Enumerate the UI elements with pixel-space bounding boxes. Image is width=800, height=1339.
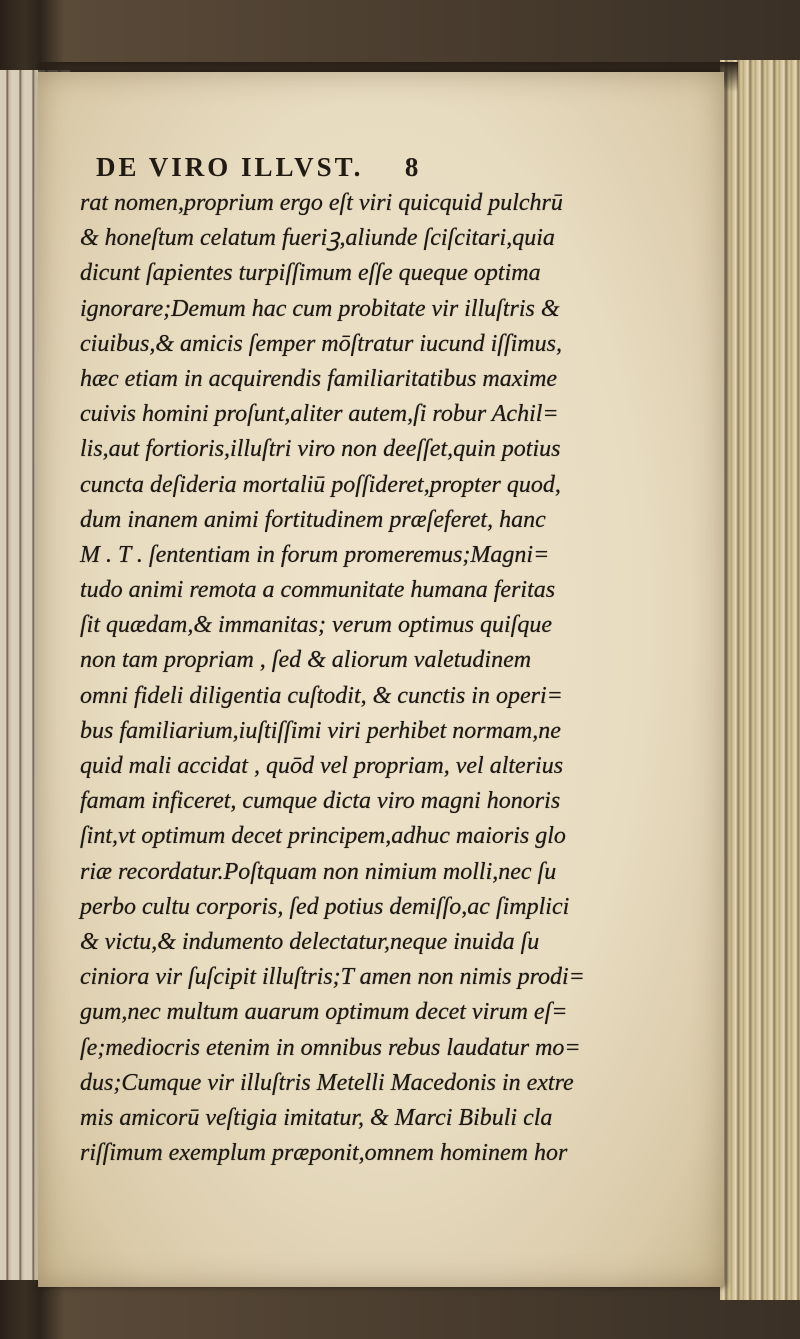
text-line: non tam propriam , ſed & aliorum valetudinem — [80, 647, 532, 674]
text-line: & victu,& indumento delectatur,neque inuida ſu — [80, 928, 540, 955]
text-line: rat nomen,proprium ergo eſt viri quicquid pulchrū — [80, 190, 563, 216]
text-line: dum inanem animi fortitudinem præſeferet, hanc — [80, 506, 546, 533]
text-line: bus familiarium,iuſtiſſimi viri perhibet normam,ne — [80, 717, 561, 744]
right-page-edges — [720, 60, 800, 1300]
text-line: gum,nec multum auarum optimum decet virum eſ= — [80, 999, 568, 1026]
text-line: mis amicorū veſtigia imitatur, & Marci Bibuli cla — [80, 1104, 553, 1131]
text-line: quid mali accidat , quōd vel propriam, vel alterius — [80, 753, 564, 779]
text-line: riſſimum exemplum præponit,omnem hominem hor — [80, 1140, 568, 1167]
text-line: perbo cultu corporis, ſed potius demiſſo,ac ſimplici — [80, 893, 570, 920]
text-line: famam inficeret, cumque dicta viro magni honoris — [80, 788, 561, 815]
text-line: tudo animi remota a communitate humana feritas — [80, 577, 556, 604]
text-line: ſe;mediocris etenim in omnibus rebus laudatur mo= — [80, 1034, 581, 1061]
text-line: M . T . ſententiam in forum promeremus;Magni= — [80, 541, 550, 568]
text-line: riæ recordatur.Poſtquam non nimium molli,nec ſu — [80, 858, 557, 885]
text-line: ciuibus,& amicis ſemper mōſtratur iucund iſſimus, — [80, 330, 562, 357]
text-line: dicunt ſapientes turpiſſimum eſſe queque optima — [80, 260, 541, 287]
text-line: hæc etiam in acquirendis familiaritatibus maxime — [80, 365, 558, 392]
text-line: & honeſtum celatum fueriꝫ,aliunde ſciſcitari,quia — [80, 225, 555, 252]
text-line: cuncta deſideria mortaliū poſſideret,propter quod, — [80, 471, 561, 498]
body-text — [80, 186, 640, 1171]
page-number: 8 — [404, 152, 422, 182]
text-line: dus;Cumque vir illuſtris Metelli Macedonis in extre — [80, 1069, 574, 1096]
text-line: ignorare;Demum hac cum probitate vir illuſtris & — [80, 295, 560, 322]
text-line: omni fideli diligentia cuſtodit, & cunctis in operi= — [80, 682, 563, 709]
text-line: cuivis homini proſunt,aliter autem,ſi robur Achil= — [80, 401, 559, 428]
page-text-block — [80, 150, 640, 1171]
running-head — [96, 150, 640, 184]
text-line: lis,aut fortioris,illuſtri viro non deeſſet,quin potius — [80, 436, 561, 463]
text-line: ſint,vt optimum decet principem,adhuc maioris glo — [80, 823, 566, 850]
running-head-title: DE VIRO ILLVST. — [96, 152, 364, 182]
text-line: ciniora vir ſuſcipit illuſtris;T amen non nimis prodi= — [80, 964, 585, 991]
text-line: ſit quædam,& immanitas; verum optimus quiſque — [80, 612, 552, 639]
